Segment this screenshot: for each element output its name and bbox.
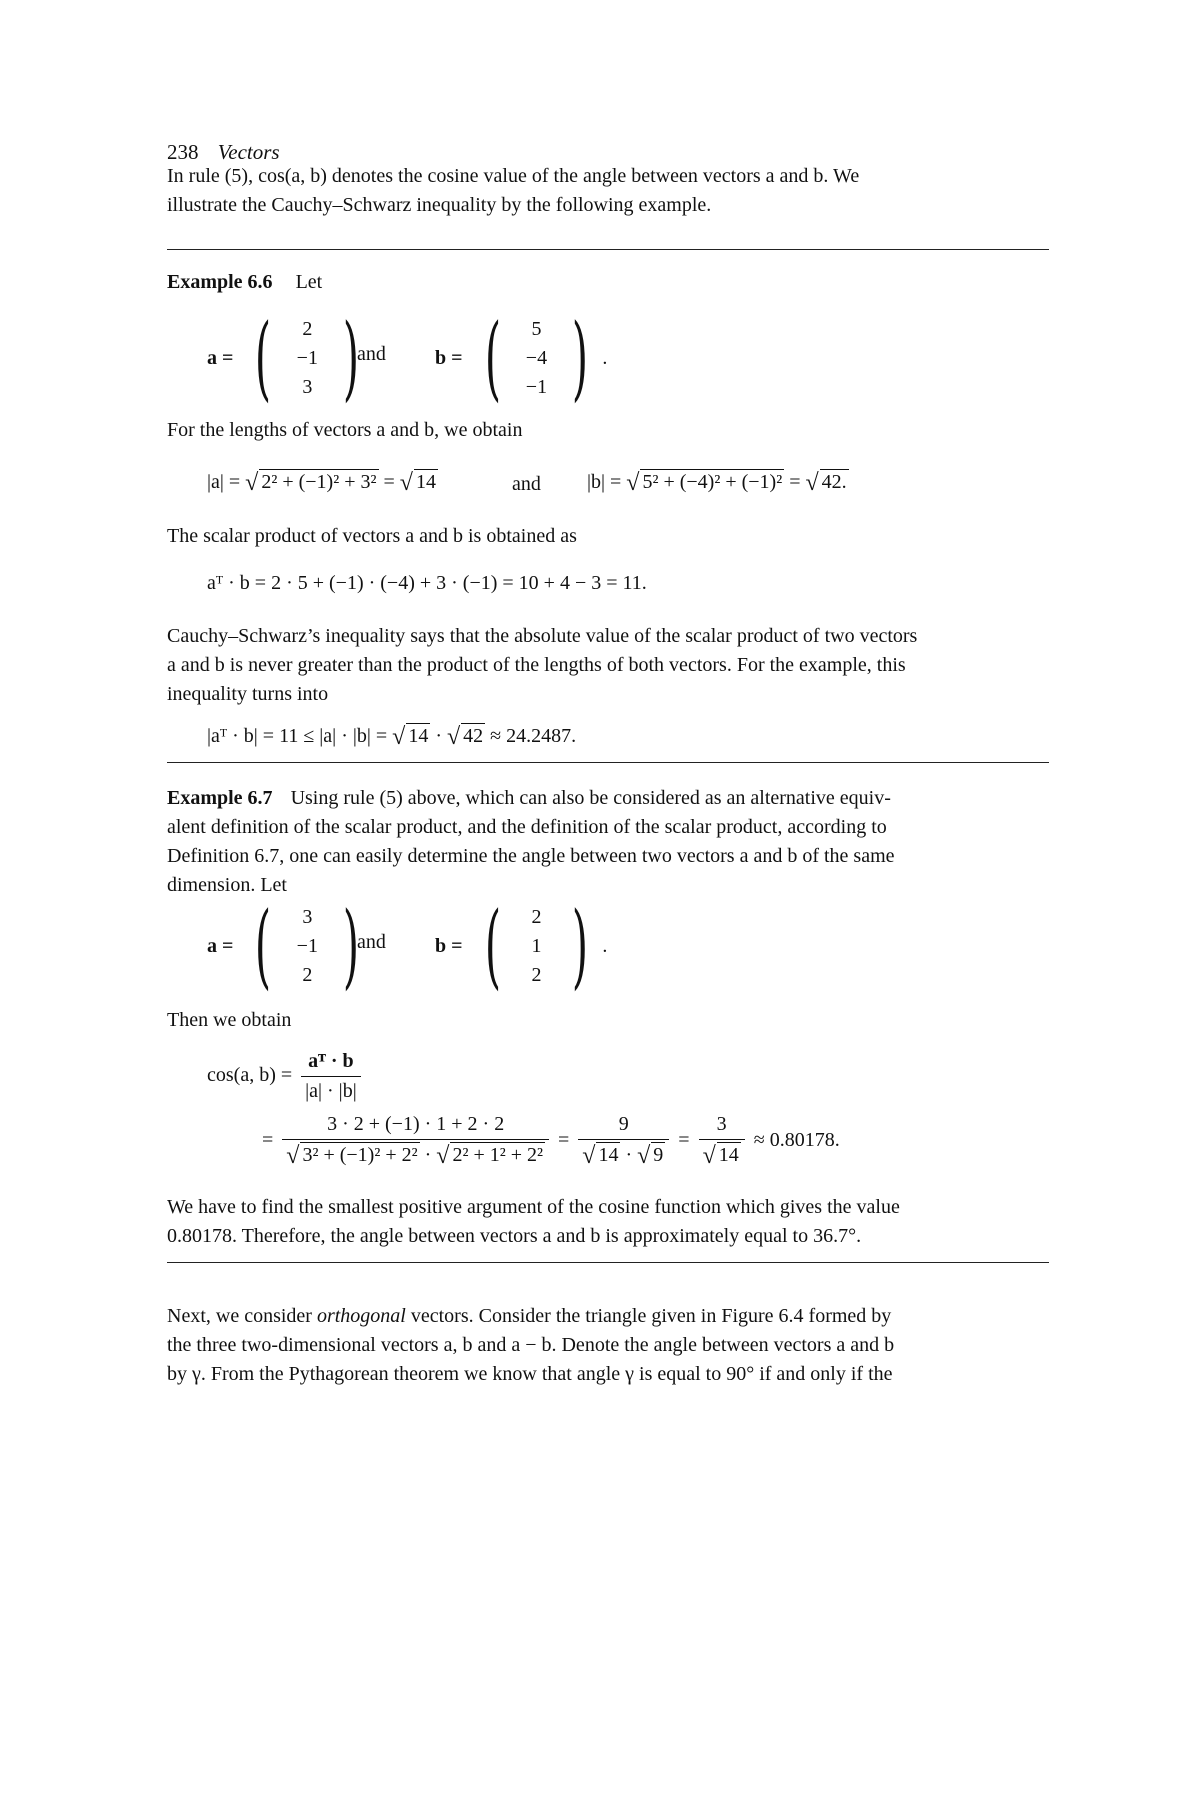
vector-b: b = ( 5 −4 −1 ) . xyxy=(435,304,608,411)
vector-a xyxy=(207,304,369,411)
square-root: √ 9 xyxy=(637,1143,664,1169)
text-line: Definition 6.7, one can easily determine the angle between two vectors a and b of the same xyxy=(167,845,895,867)
square-root: √ 5² + (−4)² + (−1)² xyxy=(626,470,783,496)
vector-entry: 3 xyxy=(302,375,313,398)
right-paren: ) xyxy=(343,304,360,411)
vector-entries xyxy=(510,315,562,402)
radicand: 5² + (−4)² + (−1)² xyxy=(642,471,783,493)
and-text: and xyxy=(357,931,386,953)
conclusion-paragraph xyxy=(167,1193,1049,1251)
numerator: 3 xyxy=(716,1113,727,1135)
text-line: Using rule (5) above, which can also be considered as an alternative equiv- xyxy=(290,787,891,809)
right-paren: ) xyxy=(343,892,360,999)
numerator: aᵀ · b xyxy=(308,1050,354,1072)
vector-a xyxy=(207,892,369,999)
text-line: a and b is never greater than the product of the lengths of both vectors. For the example, this xyxy=(167,654,906,676)
vector-entry: 3 xyxy=(302,905,313,928)
intro-line: In rule (5), cos(a, b) denotes the cosine value of the angle between vectors a and b. We xyxy=(167,165,860,187)
left-paren: ( xyxy=(484,304,501,411)
right-paren: ) xyxy=(572,892,589,999)
vector-entry: 2 xyxy=(531,905,542,928)
radicand: 14 xyxy=(415,471,436,493)
fraction xyxy=(578,1113,669,1170)
radicand: 14 xyxy=(408,725,429,747)
vector-entry: −4 xyxy=(525,346,548,369)
vector-entries xyxy=(510,903,562,990)
length-a-equation xyxy=(207,470,438,497)
then-text: Then we obtain xyxy=(167,1009,292,1031)
text-line: Next, we consider xyxy=(167,1305,317,1327)
denominator xyxy=(578,1139,669,1170)
vector-entry: 2 xyxy=(302,317,313,340)
inequality-equation xyxy=(207,724,576,751)
text-line: 0.80178. Therefore, the angle between vectors a and b is approximately equal to 36.7°. xyxy=(167,1225,862,1247)
dot: · xyxy=(625,1144,633,1166)
intro-paragraph xyxy=(167,162,1049,220)
vector-entries xyxy=(281,903,333,990)
section-rule xyxy=(167,762,1049,763)
scalar-intro: The scalar product of vectors a and b is obtained as xyxy=(167,525,577,547)
equals-sign: = xyxy=(383,471,395,493)
dot: · xyxy=(424,1144,432,1166)
square-root: √ 14 xyxy=(392,724,429,750)
equals-sign: = xyxy=(678,1129,690,1152)
square-root: √ 42. xyxy=(805,470,847,496)
vector-entries xyxy=(281,315,333,402)
section-rule xyxy=(167,1262,1049,1263)
cosine-lhs: cos(a, b) = xyxy=(207,1064,293,1087)
square-root: √ 14 xyxy=(702,1143,739,1169)
right-paren: ) xyxy=(572,304,589,411)
vector-entry: 2 xyxy=(531,963,542,986)
dot: · xyxy=(435,725,442,747)
scalar-product-equation: aᵀ · b = 2 · 5 + (−1) · (−4) + 3 · (−1) = 10 + 4 − 3 = 11. xyxy=(207,572,647,594)
cauchy-schwarz-paragraph xyxy=(167,622,1049,709)
text-line: Cauchy–Schwarz’s inequality says that the absolute value of the scalar product of two vectors xyxy=(167,625,918,647)
approximation: ≈ 0.80178. xyxy=(753,1129,840,1152)
radicand: 9 xyxy=(653,1144,664,1166)
radicand: 14 xyxy=(598,1144,619,1166)
equals-sign: = xyxy=(789,471,801,493)
inequality-result: ≈ 24.2487. xyxy=(490,725,577,747)
radicand: 3² + (−1)² + 2² xyxy=(302,1144,418,1166)
numerator: 9 xyxy=(618,1113,629,1135)
equation-lhs: |a| = xyxy=(207,471,241,493)
example-67-paragraph xyxy=(167,784,1049,900)
and-text: and xyxy=(357,343,386,365)
text-line: alent definition of the scalar product, and the definition of the scalar product, according to xyxy=(167,816,887,838)
lengths-intro: For the lengths of vectors a and b, we obtain xyxy=(167,419,523,441)
denominator: |a| · |b| xyxy=(301,1076,361,1103)
radicand: 42 xyxy=(463,725,484,747)
text-line: vectors. Consider the triangle given in Figure 6.4 formed by xyxy=(405,1305,892,1327)
equation-lhs: |b| = xyxy=(587,471,622,493)
equals-sign: = xyxy=(262,1129,274,1152)
text-line: inequality turns into xyxy=(167,683,329,705)
numerator: 3 · 2 + (−1) · 1 + 2 · 2 xyxy=(327,1113,505,1135)
square-root: √ 42 xyxy=(446,724,484,750)
text-line: dimension. Let xyxy=(167,874,287,896)
example-66-heading xyxy=(167,268,1049,297)
radicand: 42. xyxy=(821,471,847,493)
radicand: 2² + 1² + 2² xyxy=(452,1144,543,1166)
radicand: 2² + (−1)² + 3² xyxy=(261,471,377,493)
square-root: √ 2² + (−1)² + 3² xyxy=(245,470,377,496)
denominator xyxy=(282,1139,549,1170)
vector-label: a = xyxy=(207,346,234,369)
vector-label: b = xyxy=(435,346,463,369)
cosine-computation xyxy=(262,1113,840,1170)
example-lead: Let xyxy=(295,271,323,293)
square-root: √ 2² + 1² + 2² xyxy=(436,1143,543,1169)
example-label: Example 6.7 xyxy=(167,787,273,809)
length-b-equation xyxy=(587,470,849,497)
vector-entry: 2 xyxy=(302,963,313,986)
example-label: Example 6.6 xyxy=(167,271,273,293)
vector-b: b = ( 2 1 2 ) . xyxy=(435,892,608,999)
left-paren: ( xyxy=(255,304,272,411)
inequality-lhs: |aᵀ · b| = 11 ≤ |a| · |b| = xyxy=(207,725,388,747)
text-line: We have to find the smallest positive argument of the cosine function which gives the value xyxy=(167,1196,900,1218)
vector-label: b = xyxy=(435,934,463,957)
square-root: √ 14 xyxy=(399,470,436,496)
vector-entry: −1 xyxy=(296,934,318,957)
equals-sign: = xyxy=(558,1129,570,1152)
intro-line: illustrate the Cauchy–Schwarz inequality by the following example. xyxy=(167,194,712,216)
section-rule xyxy=(167,249,1049,250)
fraction xyxy=(282,1113,549,1170)
cosine-definition xyxy=(207,1050,365,1103)
chapter-title: Vectors xyxy=(217,140,280,164)
emphasis: orthogonal xyxy=(316,1305,406,1327)
fraction xyxy=(699,1113,745,1170)
vector-entry: 1 xyxy=(531,934,542,957)
vector-entry: −1 xyxy=(296,346,318,369)
page-number: 238 xyxy=(167,140,199,164)
closing-paragraph xyxy=(167,1302,1049,1389)
text-line: the three two-dimensional vectors a, b and a − b. Denote the angle between vectors a and b xyxy=(167,1334,895,1356)
vector-entry: −1 xyxy=(525,375,548,398)
square-root: √ 3² + (−1)² + 2² xyxy=(286,1143,418,1169)
left-paren: ( xyxy=(255,892,272,999)
fraction xyxy=(301,1050,361,1103)
and-text: and xyxy=(512,473,541,495)
text-line: by γ. From the Pythagorean theorem we know that angle γ is equal to 90° if and only if the xyxy=(167,1363,893,1385)
radicand: 14 xyxy=(718,1144,739,1166)
vector-entry: 5 xyxy=(531,317,542,340)
square-root: √ 14 xyxy=(582,1143,619,1169)
denominator xyxy=(699,1139,745,1170)
left-paren: ( xyxy=(484,892,501,999)
vector-label: a = xyxy=(207,934,234,957)
